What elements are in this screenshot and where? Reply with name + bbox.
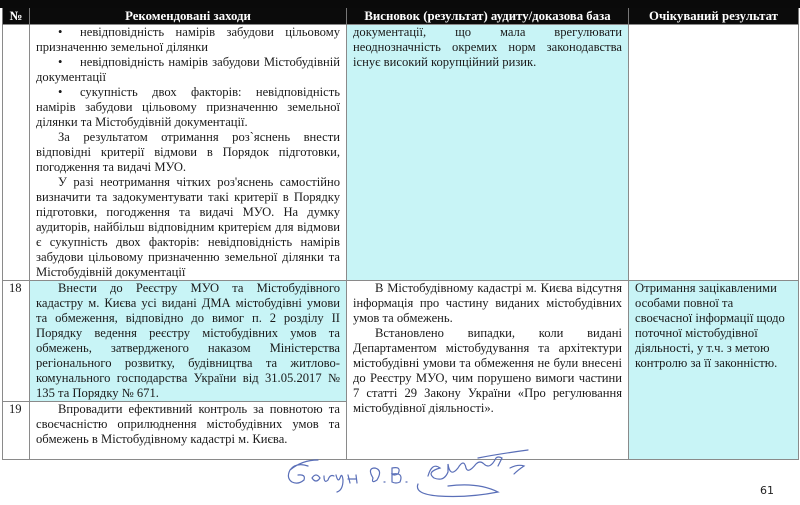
cell-expected-result (629, 281, 799, 460)
header-audit-conclusion: Висновок (результат) аудиту/доказова база (347, 8, 629, 25)
handwritten-signature (278, 448, 568, 498)
bullet-item: • невідповідність намірів забудови Містобудівній документації (36, 55, 340, 84)
paragraph: Впровадити ефективний контроль за повнотою та своєчасністю оприлюднення містобудівних умов та обмежень в Містобудівному кадастрі м. Києва. (36, 402, 340, 446)
paragraph: В Містобудівному кадастрі м. Києва відсутня інформація про частину виданих містобудівних умов та обмежень. (353, 281, 622, 325)
cell-audit-conclusion (347, 25, 629, 281)
paragraph: документації, що мала врегулювати неоднозначність окремих норм законодавства існує високий корупційний ризик. (353, 25, 622, 69)
signature-icon (278, 448, 568, 498)
cell-number: 19 (3, 402, 30, 460)
cell-recommended-measures (30, 281, 347, 402)
table-row-continuation (3, 25, 799, 281)
bullet-icon: • (58, 55, 63, 69)
cell-number (3, 25, 30, 281)
header-number: № (3, 8, 30, 25)
cell-number: 18 (3, 281, 30, 402)
table-row-18 (3, 281, 799, 402)
cell-recommended-measures (30, 25, 347, 281)
cell-audit-conclusion (347, 281, 629, 460)
cell-expected-result (629, 25, 799, 281)
paragraph: Встановлено випадки, коли видані Департаментом містобудування та архітектури містобудівні умови та обмеження не були внесені до Реєстру МУО, чим порушено вимоги частини 7 статті 29 Закону України «Про регулювання містобудівної діяльності». (353, 326, 622, 415)
audit-recommendations-table (2, 8, 799, 460)
bullet-item: • невідповідність намірів забудови цільовому призначенню земельної ділянки (36, 25, 340, 54)
paragraph: У разі неотримання чітких роз'яснень самостійно визначити та задокументувати такі критерії в Порядку підготовки, погодження та видачі МУО. На думку аудиторів, найбільш відповідним критерієм для відмови є сукупність двох факторів: невідповідність намірів забудови цільовому призначенню земельної ділянки та Містобудівній документації (36, 175, 340, 279)
bullet-icon: • (58, 25, 63, 39)
header-recommended-measures: Рекомендовані заходи (30, 8, 347, 25)
table-header-row (3, 8, 799, 25)
header-expected-result: Очікуваний результат (629, 8, 799, 25)
page-number: 61 (760, 484, 774, 497)
top-edge-bar (0, 0, 800, 8)
paragraph: Внести до Реєстру МУО та Містобудівного кадастру м. Києва усі видані ДМА містобудівні умови та обмеження, відповідно до вимог п. 2 розділу ІІ Порядку ведення реєстру містобудівних умов та обмежень, затвердженого наказом Міністерства регіонального розвитку, будівництва та житлово-комунального господарства України від 31.05.2017 № 135 та Порядку № 671. (36, 281, 340, 400)
paragraph: За результатом отримання роз`яснень внести відповідні критерії відмови в Порядок підготовки, погодження та видачі МУО. (36, 130, 340, 174)
bullet-item: • сукупність двох факторів: невідповідність намірів забудови цільовому призначенню земельної ділянки та Містобудівній документації. (36, 85, 340, 129)
bullet-icon: • (58, 85, 63, 99)
paragraph: Отримання зацікавленими особами повної та своєчасної інформації щодо поточної містобудівної діяльності, у т.ч. з метою контролю за її законністю. (635, 281, 785, 370)
